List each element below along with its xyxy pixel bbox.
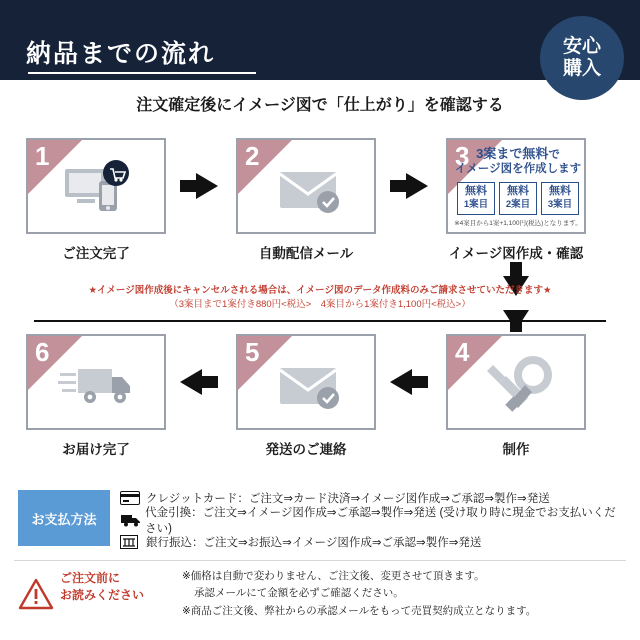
arrow-6-body: [412, 376, 428, 388]
payment-method-list: [120, 487, 625, 553]
bank-icon: [120, 535, 146, 549]
badge-line1: 安心: [562, 36, 601, 58]
chip-1-top: 無料: [465, 185, 487, 197]
chip-2-bottom: 2案目: [505, 198, 531, 210]
chip-1-bottom: 1案目: [463, 198, 489, 210]
wrench-tools-icon: [448, 336, 588, 432]
step-3-box: [446, 138, 586, 234]
step-2-number: 2: [245, 141, 260, 171]
arrow-step2-to-step3: [406, 173, 428, 199]
step-3-headline-sub: イメージ図を作成します: [454, 163, 582, 176]
step-3-chip-2: [499, 182, 537, 215]
step-5-caption: 発送のご連絡: [265, 442, 347, 457]
step-3-chip-1: [457, 182, 495, 215]
payment-row-credit-card-text: クレジットカード：ご注文⇒カード決済⇒イメージ図作成⇒ご承認⇒製作⇒発送: [146, 493, 550, 505]
warning-title: [60, 570, 144, 605]
payment-row-bank-transfer-text: 銀行振込：ご注文⇒お振込⇒イメージ図作成⇒ご承認⇒製作⇒発送: [146, 537, 482, 549]
subtitle: 注文確定後にイメージ図で「仕上がり」を確認する: [136, 97, 504, 114]
step-5-box: [236, 334, 376, 430]
step-3-headline: [448, 146, 588, 177]
arrow-step1-to-step2: [196, 173, 218, 199]
step-6-number: 6: [35, 337, 50, 367]
footer-note-1: ※価格は自動で変わりません、ご注文後、変更させて頂きます。: [182, 570, 485, 582]
step-1-caption: ご注文完了: [62, 246, 130, 261]
mail-check-icon: [238, 140, 378, 236]
step-6-caption: お届け完了: [62, 442, 130, 457]
step-4-number: 4: [455, 337, 470, 367]
header-bar: [0, 0, 640, 80]
footer-note-3: ※商品ご注文後、弊社からの承認メールをもって売買契約成立となります。: [182, 604, 537, 617]
payment-method-label: お支払方法: [18, 490, 110, 546]
chip-2-top: 無料: [507, 185, 529, 197]
arrow-2-body: [390, 180, 406, 192]
page-title: 納品までの流れ: [26, 40, 216, 68]
mail-check-icon: [238, 336, 378, 432]
cart-device-icon: [28, 140, 168, 236]
step-3-headline-strong: 3案まで無料: [476, 146, 549, 161]
step-3-number: 3: [455, 141, 470, 171]
chip-3-top: 無料: [549, 185, 571, 197]
footer-notes: [182, 568, 626, 620]
warning-line1: ご注文前に: [60, 571, 121, 585]
footer-note-2: 承認メールにて金額を必ずご確認ください。: [194, 587, 404, 600]
payment-row-cod: [120, 507, 625, 535]
credit-card-icon: [120, 491, 146, 505]
cancel-note-line1: ★イメージ図作成後にキャンセルされる場合は、イメージ図のデータ作成料のみご請求させていただきます★: [88, 285, 552, 296]
step-4-caption: 制作: [502, 442, 530, 457]
step-3-chip-list: [456, 182, 580, 215]
cancel-note-line2: （3案目まで1案付き880円<税込> 4案目から1案付き1,100円<税込>）: [169, 299, 471, 311]
warning-line2: お読みください: [60, 588, 145, 603]
arrow-5-body: [202, 376, 218, 388]
step-3-fee-note: ※4案目から1案+1,100円(税込)となります。: [454, 220, 582, 227]
arrow-1-body: [180, 180, 196, 192]
arrow-3-body: [510, 262, 522, 276]
status-badge: [540, 16, 624, 100]
arrow-to-step4: [503, 310, 529, 330]
step-1-number: 1: [35, 141, 50, 171]
payment-row-cod-text: 代金引換：ご注文⇒イメージ図作成⇒ご承認⇒製作⇒発送 (受け取り時に現金でお支払いください): [145, 507, 616, 535]
arrow-step4-to-step5: [390, 369, 412, 395]
step-4-box: [446, 334, 586, 430]
step-3-chip-3: [541, 182, 579, 215]
chip-3-bottom: 3案目: [547, 198, 573, 210]
step-2-caption: 自動配信メール: [258, 246, 354, 261]
footer-divider: [14, 560, 626, 561]
step-3-headline-tail: で: [548, 149, 560, 161]
step-6-box: [26, 334, 166, 430]
title-underline: [28, 72, 256, 74]
delivery-truck-icon: [120, 513, 145, 527]
badge-line2: 購入: [562, 58, 601, 79]
step-1-box: [26, 138, 166, 234]
step-2-box: [236, 138, 376, 234]
arrow-step5-to-step6: [180, 369, 202, 395]
step-3-caption: イメージ図作成・確認: [448, 246, 584, 261]
cancel-policy-note: [0, 284, 640, 313]
warning-triangle-icon: [18, 578, 54, 610]
step-5-number: 5: [245, 337, 260, 367]
truck-icon: [28, 336, 168, 432]
